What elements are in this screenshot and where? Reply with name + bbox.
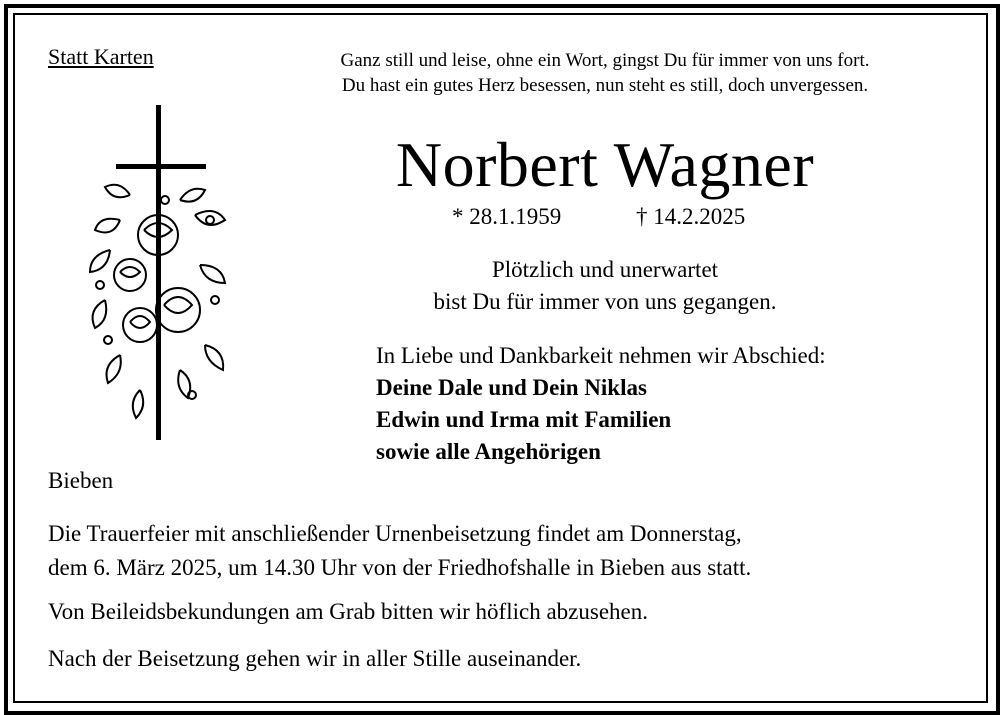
condolences-note: Von Beileidsbekundungen am Grab bitten wir höflich abzusehen. (48, 599, 648, 624)
funeral-details-line-1: Die Trauerfeier mit anschließender Urnenbeisetzung findet am Donnerstag, (48, 521, 742, 546)
message-line-1: Plötzlich und unerwartet (491, 257, 719, 282)
place-name: Bieben (48, 468, 114, 493)
mourner-name: sowie alle Angehörigen (376, 439, 601, 464)
deceased-name: Norbert Wagner (395, 129, 815, 200)
poem-line-1: Ganz still und leise, ohne ein Wort, gingst Du für immer von uns fort. (340, 50, 870, 71)
after-burial-note: Nach der Beisetzung gehen wir in aller Stille auseinander. (48, 646, 582, 671)
poem-line-2: Du hast ein gutes Herz besessen, nun steht es still, doch unvergessen. (341, 75, 869, 96)
message-line-2: bist Du für immer von uns gegangen. (433, 289, 777, 314)
birth-date: * 28.1.1959 (452, 204, 562, 229)
mourner-name: Edwin und Irma mit Familien (376, 407, 672, 432)
cross-with-roses-icon (60, 100, 235, 445)
mourners-intro: In Liebe und Dankbarkeit nehmen wir Abschied: (376, 343, 826, 368)
statt-karten-label: Statt Karten (48, 44, 154, 69)
funeral-details-line-2: dem 6. März 2025, um 14.30 Uhr von der Friedhofshalle in Bieben aus statt. (48, 555, 752, 580)
death-date: † 14.2.2025 (636, 204, 746, 229)
mourner-name: Deine Dale und Dein Niklas (376, 375, 647, 400)
